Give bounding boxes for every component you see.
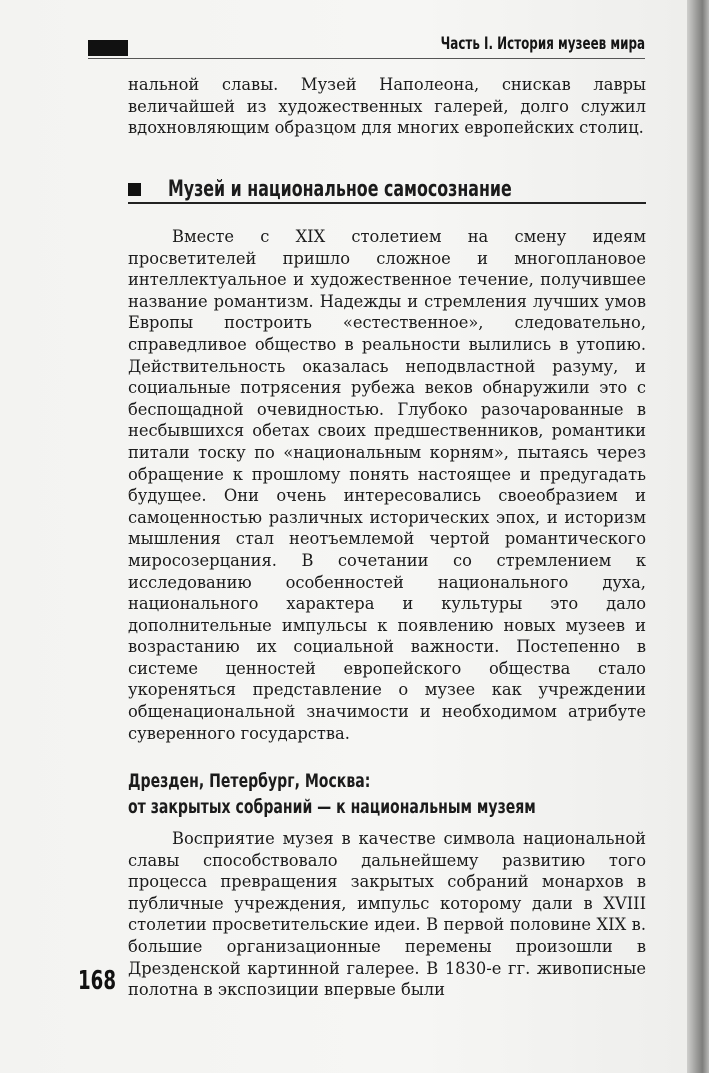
page-number: 168 xyxy=(78,966,116,996)
subsection-title-line1: Дрезден, Петербург, Москва: xyxy=(128,770,371,792)
running-head: Часть I. История музеев мира xyxy=(440,34,645,54)
section-bullet-square xyxy=(128,183,141,196)
subsection-paragraph: Восприятие музея в качестве символа национальной славы способствовало дальнейшему развитию того процесса превращения закрытых собраний монархов в публичные учреждения, импульс которому дали в XVIII столетии просветительские идеи. В первой половине XIX в. большие организационные перемены произошли в Дрезденской картинной галерее. В 1830-е гг. живописные полотна в экспозиции впервые были xyxy=(128,829,646,1000)
section-heading xyxy=(128,177,646,203)
subsection-heading xyxy=(128,768,536,820)
section-paragraph: Вместе с XIX столетием на смену идеям просветителей пришло сложное и многоплановое интеллектуальное и художественное течение, получившее название романтизм. Надежды и стремления лучших умов Европы построить «естественное», следовательно, справедливое общество в реальности вылились в утопию. Действительность оказалась неподвластной разуму, и социальные потрясения рубежа веков обнаружили это с беспощадной очевидностью. Глубоко разочарованные в несбывшихся обетах своих предшественников, романтики питали тоску по «национальным корням», пытаясь через обращение к прошлому понять настоящее и предугадать будущее. Они очень интересовались своеобразием и самоценностью различных исторических эпох, и историзм мышления стал неотъемлемой чертой романтического миросозерцания. В сочетании со стремлением к исследованию особенностей национального духа, национального характера и культуры это дало дополнительные импульсы к появлению новых музеев и возрастанию их социальной важности. Постепенно в системе ценностей европейского общества стало укореняться представление о музее как учреждении общенациональной значимости и необходимом атрибуте суверенного государства. xyxy=(128,227,646,743)
section-title: Музей и национальное самосознание xyxy=(168,177,512,202)
header-rule xyxy=(88,58,645,59)
page-edge-shadow xyxy=(687,0,709,1073)
header-marker-bar xyxy=(88,40,128,56)
intro-paragraph: нальной славы. Музей Наполеона, снискав лавры величайшей из художественных галерей, долго служил вдохновляющим образцом для многих европейских столиц. xyxy=(128,75,646,138)
subsection-title-line2: от закрытых собраний — к национальным музеям xyxy=(128,796,536,818)
section-rule xyxy=(128,202,646,204)
